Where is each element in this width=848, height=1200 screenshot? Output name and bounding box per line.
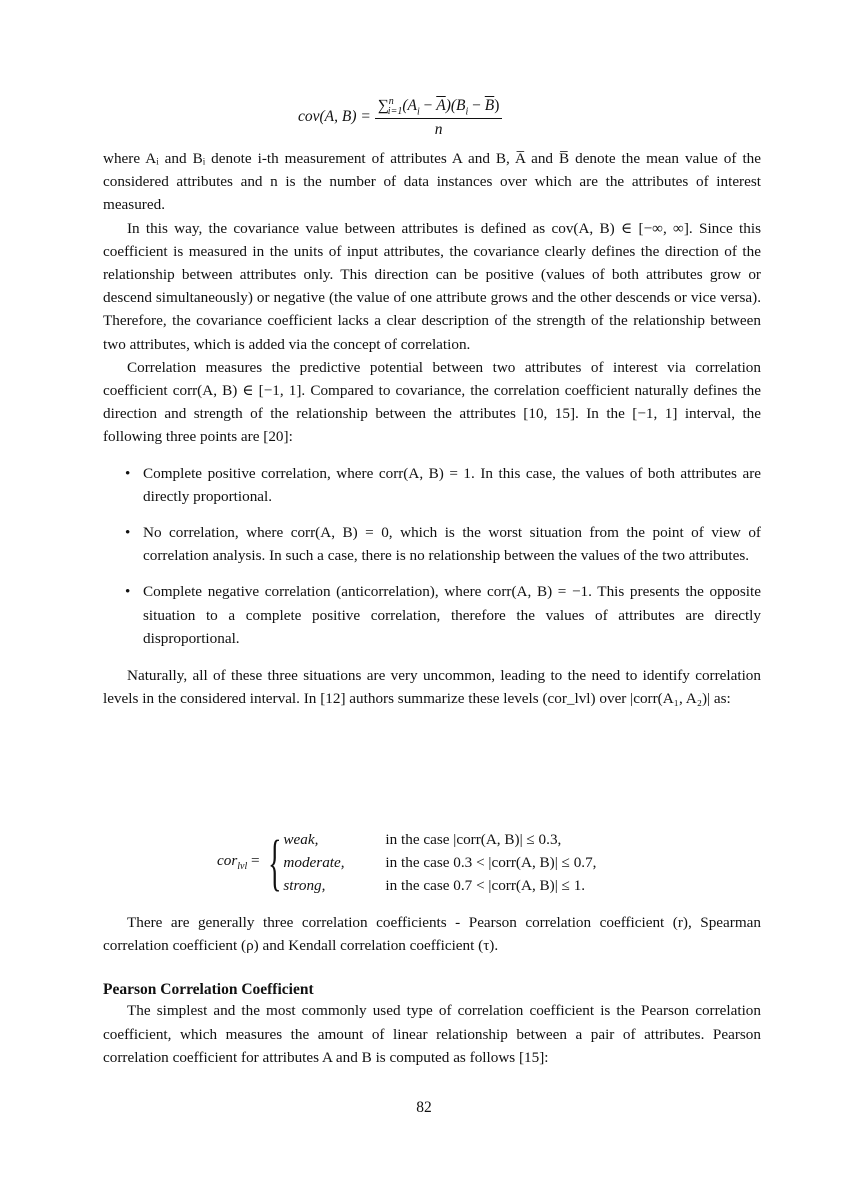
paragraph-covariance: In this way, the covariance value between attributes is defined as cov(A, B) ∈ [−∞, ∞]. Since this coefficient is measured in the units of input attributes, the covariance clearly defines the direction of the relationship between attributes only. This direction can be positive (values of both attributes grow or descend simultaneously) or negative (the value of one attribute grows and the other descends or vice versa). Therefore, the covariance coefficient lacks a clear description of the strength of the relationship between two attributes, which is added via the concept of correlation. xyxy=(103,219,761,353)
num-sub-i: i xyxy=(465,106,469,118)
table-row xyxy=(283,851,596,874)
paragraph-coefficients: There are generally three correlation coefficients - Pearson correlation coefficient (r), Spearman correlation coefficient (ρ) and Kendall correlation coefficient (τ). xyxy=(103,914,761,955)
paragraph-pearson: The simplest and the most commonly used type of correlation coefficient is the Pearson correlation coefficient, which measures the amount of linear relationship between a pair of attributes. Pearson correlation coefficient for attributes A and B is computed as follows [15]: xyxy=(103,1002,761,1066)
level-weak: weak, xyxy=(283,831,319,848)
sum-lower: i=1 xyxy=(387,106,403,118)
equation-numerator xyxy=(375,96,503,119)
table-row xyxy=(283,828,596,851)
num-a-bar: $\overline{A}$ xyxy=(436,97,446,115)
equals-sign: = xyxy=(247,852,260,870)
equation-lhs: cov(A, B) = xyxy=(298,108,371,126)
covariance-equation xyxy=(298,96,502,139)
condition-strong: in the case 0.7 < |corr(A, B)| ≤ 1. xyxy=(385,877,586,894)
num-sub-i: i xyxy=(416,106,420,118)
correlation-levels-equation xyxy=(217,828,596,897)
cor-lvl-name: cor xyxy=(217,852,238,870)
list-item: • Complete positive correlation, where corr(A, B) = 1. In this case, the values of both attributes are directly proportional. xyxy=(103,462,761,508)
equation-fraction xyxy=(375,96,503,139)
sum-upper: n xyxy=(388,96,394,107)
num-minus: − xyxy=(468,97,485,115)
list-item: • No correlation, where corr(A, B) = 0, which is the worst situation from the point of view of correlation analysis. In such a case, there is no relationship between the values of the two attributes. xyxy=(103,521,761,567)
page-number: 82 xyxy=(416,1099,432,1116)
num-b-bar: $\overline{B}$ xyxy=(484,97,495,115)
cor-lvl-sub: lvl xyxy=(237,861,248,873)
num-term-b: )(B xyxy=(445,97,466,115)
list-item: • Complete negative correlation (anticorrelation), where corr(A, B) = −1. This presents the opposite situation to a complete positive correlation, therefore the values of attributes are directly disproportional. xyxy=(103,580,761,650)
left-brace-icon: { xyxy=(267,828,282,897)
num-term-a: (A xyxy=(402,97,417,115)
table-row xyxy=(283,874,596,897)
sum-symbol: ∑ xyxy=(377,97,389,115)
level-moderate: moderate, xyxy=(283,854,345,871)
paragraph-correlation: Correlation measures the predictive potential between two attributes of interest via correlation coefficient corr(A, B) ∈ [−1, 1]. Compared to covariance, the correlation coefficient naturally defines the direction and strength of the relationship between the attributes [10, 15]. In the [−1, 1] interval, the following three points are [20]: xyxy=(103,358,761,446)
condition-moderate: in the case 0.3 < |corr(A, B)| ≤ 0.7, xyxy=(385,854,597,871)
level-strong: strong, xyxy=(283,877,326,894)
condition-weak: in the case |corr(A, B)| ≤ 0.3, xyxy=(385,831,562,848)
paragraph-where: where Aᵢ and Bᵢ denote i-th measurement of attributes A and B, A̅ and B̅ denote the mean value of the considered attributes and n is the number of data instances over which are the attributes of interest measured. xyxy=(103,150,761,214)
levels-table xyxy=(283,828,596,897)
cor-lvl-lhs xyxy=(217,852,260,872)
paragraph-levels: Naturally, all of these three situations are very uncommon, leading to the need to identify correlation levels in the considered interval. In [12] authors summarize these levels (cor_lvl) over |corr(A₁, A₂)| as: xyxy=(103,667,761,708)
section-heading: Pearson Correlation Coefficient xyxy=(103,981,314,999)
num-minus: − xyxy=(419,97,437,115)
equation-denominator: n xyxy=(434,121,443,139)
correlation-points-list xyxy=(103,462,761,650)
num-close: ) xyxy=(494,97,500,115)
